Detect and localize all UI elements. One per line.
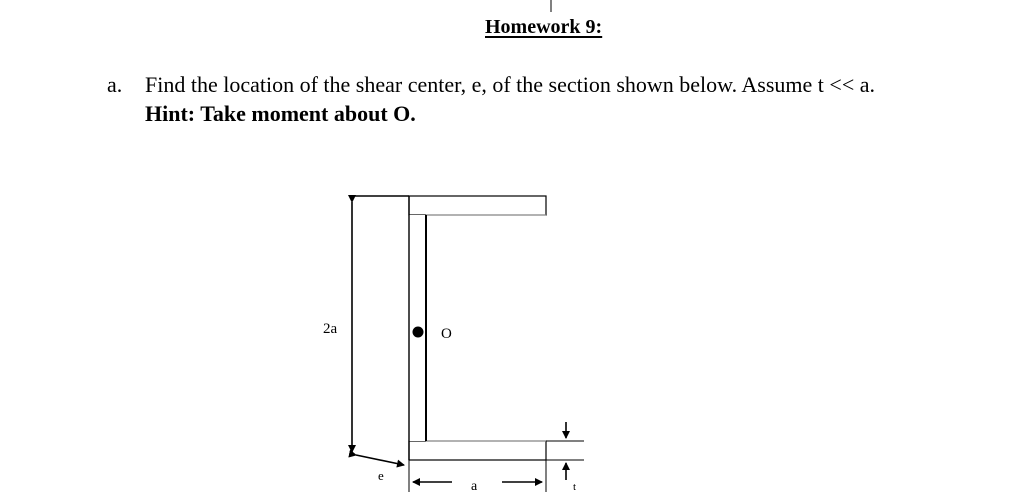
problem-statement: Find the location of the shear center, e, of the section shown below. Assume t << a.	[145, 72, 875, 97]
point-o-marker	[413, 327, 424, 338]
bottom-flange	[409, 441, 546, 460]
dimension-a-label: a	[471, 479, 478, 492]
point-o-label: O	[441, 326, 452, 342]
dimension-t-label: t	[573, 481, 577, 492]
channel-section	[409, 196, 546, 460]
dimension-e-label: e	[378, 468, 384, 483]
dimension-e-arrow	[356, 455, 404, 465]
problem-hint: Hint: Take moment about O.	[145, 101, 416, 126]
dimension-2a-label: 2a	[323, 321, 338, 337]
problem-marker: a.	[107, 72, 123, 97]
top-flange	[409, 196, 546, 215]
homework-title: Homework 9:	[485, 16, 603, 38]
